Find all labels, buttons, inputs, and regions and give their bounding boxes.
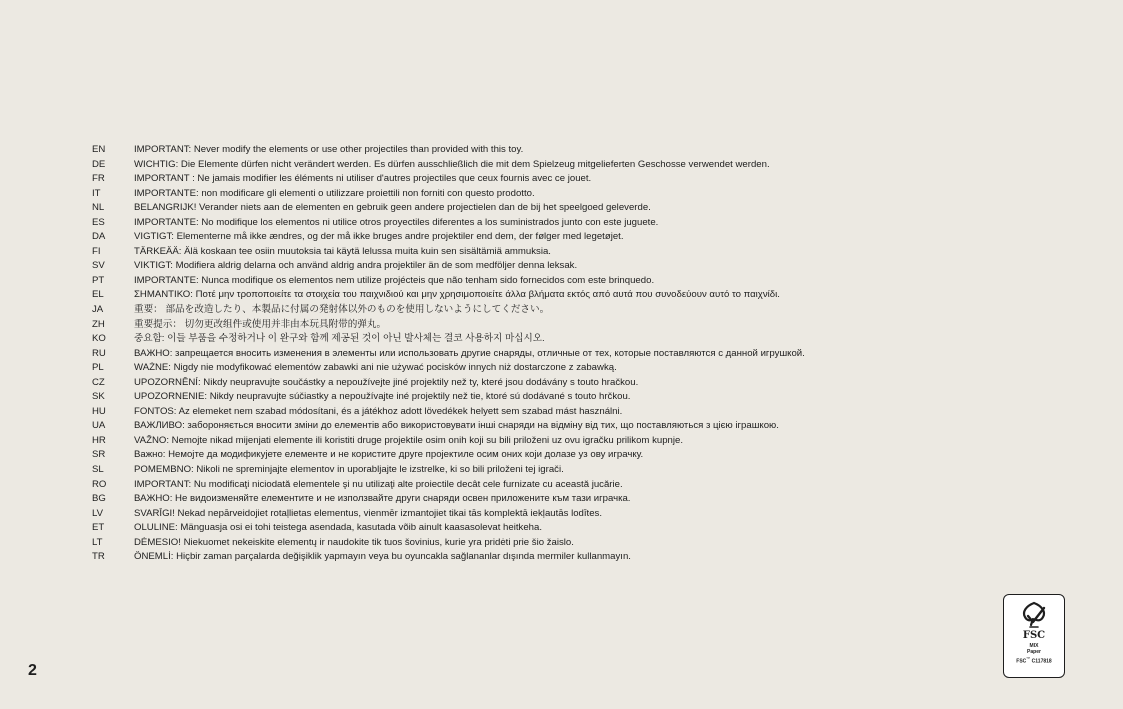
language-code: EN <box>92 144 106 155</box>
warning-text: ÖNEMLİ: Hiçbir zaman parçalarda değişiklik yapmayın veya bu oyuncakla sağlananlar dışında mermiler kullanmayın. <box>134 551 631 563</box>
warning-text: 重要： 部品を改造したり、本製品に付属の発射体以外のものを使用しないようにしてください。 <box>134 304 550 316</box>
warning-row <box>92 376 1092 391</box>
language-code: LT <box>92 536 103 548</box>
language-code: FI <box>92 245 101 257</box>
warning-row <box>92 405 1092 420</box>
warning-row <box>92 419 1092 434</box>
language-code: SV <box>92 260 105 272</box>
warning-text: 중요함: 이들 부품을 수정하거나 이 완구와 함께 제공된 것이 아닌 발사체는 결코 사용하지 마십시오. <box>134 333 545 345</box>
language-code: HR <box>92 434 106 446</box>
page-number: 2 <box>28 662 37 679</box>
warning-row <box>92 332 1092 347</box>
warning-row <box>92 288 1092 303</box>
language-code: FR <box>92 173 105 185</box>
warning-row <box>92 143 1092 158</box>
language-code: IT <box>92 187 101 199</box>
warning-row <box>92 492 1092 507</box>
warning-text: OLULINE: Mänguasja osi ei tohi teistega asendada, kasutada võib ainult kaasasolevat heitkeha. <box>134 522 542 534</box>
warning-row <box>92 201 1092 216</box>
warning-row <box>92 318 1092 333</box>
warning-row <box>92 536 1092 551</box>
warning-row <box>92 172 1092 187</box>
warning-text: IMPORTANTE: No modifique los elementos ni utilice otros proyectiles diferentes a los suministrados junto con este juguete. <box>134 216 659 228</box>
warning-row <box>92 550 1092 565</box>
language-code: EL <box>92 289 104 301</box>
language-code: LV <box>92 507 104 519</box>
warning-text: VAŽNO: Nemojte nikad mijenjati elemente ili koristiti druge projektile osim onih koji su bili priloženi uz ovu igračku prilikom kupnje. <box>134 434 684 446</box>
warning-text: ΣΗΜΑΝΤΙΚΟ: Ποτέ μην τροποποιείτε τα στοιχεία του παιχνιδιού και μην χρησιμοποιείτε άλλα βλήματα εκτός από αυτά που συνοδεύουν αυτό το παιχνίδι. <box>134 289 780 301</box>
warning-text: ВАЖНО: Не видоизменяйте елементите и не използвайте други снаряди освен приложените към тази играчка. <box>134 493 631 505</box>
warning-text: 重要提示： 切勿更改组件或使用并非由本玩具附带的弹丸。 <box>134 318 387 330</box>
fsc-paper-label: Paper <box>1027 649 1041 655</box>
warning-text: UPOZORNĚNÍ: Nikdy neupravujte součástky a nepoužívejte jiné projektily než ty, které jsou dodávány s touto hračkou. <box>134 376 639 388</box>
warning-text: WAŻNE: Nigdy nie modyfikować elementów zabawki ani nie używać pocisków innych niż dostarczone z zabawką. <box>134 362 617 374</box>
warning-text: DĖMESIO! Niekuomet nekeiskite elementų ir naudokite tik tuos šovinius, kurie yra pridėti prie šio žaislo. <box>134 536 574 548</box>
warning-text: IMPORTANT: Never modify the elements or use other projectiles than provided with this toy. <box>134 144 524 155</box>
warning-text: BELANGRIJK! Verander niets aan de elementen en gebruik geen andere projectielen dan de bij het speelgoed geleverde. <box>134 202 651 214</box>
warning-text: IMPORTANT: Nu modificaţi niciodată elementele şi nu utilizaţi alte proiectile decât cele furnizate cu această jucărie. <box>134 478 623 490</box>
language-code: BG <box>92 493 106 505</box>
fsc-brand: FSC <box>1022 630 1046 641</box>
language-code: ET <box>92 522 105 534</box>
warning-row <box>92 347 1092 362</box>
language-code: DA <box>92 231 106 243</box>
warning-row <box>92 361 1092 376</box>
language-code: HU <box>92 405 106 417</box>
language-code: SR <box>92 449 106 461</box>
warning-text: VIKTIGT: Modifiera aldrig delarna och använd aldrig andra projektiler än de som medföljer denna leksak. <box>134 260 578 272</box>
warning-row <box>92 187 1092 202</box>
language-code: KO <box>92 333 106 345</box>
language-code: UA <box>92 420 106 432</box>
safety-warnings-list <box>92 143 1092 565</box>
warning-row <box>92 521 1092 536</box>
warning-row <box>92 259 1092 274</box>
language-code: RU <box>92 347 106 359</box>
warning-row <box>92 216 1092 231</box>
warning-row <box>92 507 1092 522</box>
warning-row <box>92 245 1092 260</box>
warning-text: FONTOS: Az elemeket nem szabad módosítani, és a játékhoz adott lövedékek helyett sem szabad mást használni. <box>134 405 623 417</box>
warning-text: WICHTIG: Die Elemente dürfen nicht verändert werden. Es dürfen ausschließlich die mit dem Spielzeug mitgelieferten Geschosse verwendet werden. <box>134 158 770 170</box>
warning-text: Важно: Немојте да модификујете елементе и не користите друге пројектиле осим оних који долазе уз ову играчку. <box>134 449 644 461</box>
warning-text: POMEMBNO: Nikoli ne spreminjajte elementov in uporabljajte le izstrelke, ki so bili priloženi tej igrači. <box>134 464 564 476</box>
fsc-logo <box>1003 594 1065 678</box>
warning-text: VIGTIGT: Elementerne må ikke ændres, og der må ikke bruges andre projektiler end dem, der følger med legetøjet. <box>134 231 624 243</box>
warning-row <box>92 303 1092 318</box>
language-code: RO <box>92 478 107 490</box>
warning-text: IMPORTANT : Ne jamais modifier les éléments ni utiliser d'autres projectiles que ceux fournis avec ce jouet. <box>134 173 592 185</box>
language-code: ES <box>92 216 105 228</box>
language-code: ZH <box>92 318 105 330</box>
warning-text: IMPORTANTE: Nunca modifique os elementos nem utilize projécteis que não tenham sido fornecidos com este brinquedo. <box>134 274 655 286</box>
warning-text: ВАЖЛИВО: забороняється вносити зміни до елементів або використовувати інші снаряди на відміну від тих, що поставляються з цією іграшкою. <box>134 420 779 432</box>
warning-row <box>92 463 1092 478</box>
fsc-tree-check-icon <box>1016 600 1052 630</box>
language-code: SK <box>92 391 105 403</box>
warning-row <box>92 448 1092 463</box>
language-code: SL <box>92 464 104 476</box>
warning-row <box>92 434 1092 449</box>
warning-text: ВАЖНО: запрещается вносить изменения в элементы или использовать другие снаряды, отличные от тех, которые поставляются с данной игрушкой. <box>134 347 805 359</box>
warning-text: TÄRKEÄÄ: Älä koskaan tee osiin muutoksia tai käytä lelussa muita kuin sen sisältämiä ammuksia. <box>134 245 551 257</box>
language-code: NL <box>92 202 105 214</box>
fsc-mix-label: MIX <box>1029 643 1039 649</box>
warning-row <box>92 230 1092 245</box>
warning-text: SVARĪGI! Nekad nepārveidojiet rotaļlietas elementus, vienmēr izmantojiet tikai tās komplektā iekļautās lodītes. <box>134 507 603 519</box>
warning-row <box>92 274 1092 289</box>
fsc-license-code: FSC™ C117818 <box>1016 656 1052 665</box>
language-code: PT <box>92 274 105 286</box>
language-code: DE <box>92 158 106 170</box>
warning-row <box>92 158 1092 173</box>
warning-row <box>92 478 1092 493</box>
warning-row <box>92 390 1092 405</box>
language-code: PL <box>92 362 104 374</box>
language-code: JA <box>92 304 104 316</box>
language-code: CZ <box>92 376 105 388</box>
warning-text: UPOZORNENIE: Nikdy neupravujte súčiastky a nepoužívajte iné projektily než tie, ktoré sú dodávané s touto hrčkou. <box>134 391 631 403</box>
language-code: TR <box>92 551 105 563</box>
warning-text: IMPORTANTE: non modificare gli elementi o utilizzare proiettili non forniti con questo prodotto. <box>134 187 535 199</box>
